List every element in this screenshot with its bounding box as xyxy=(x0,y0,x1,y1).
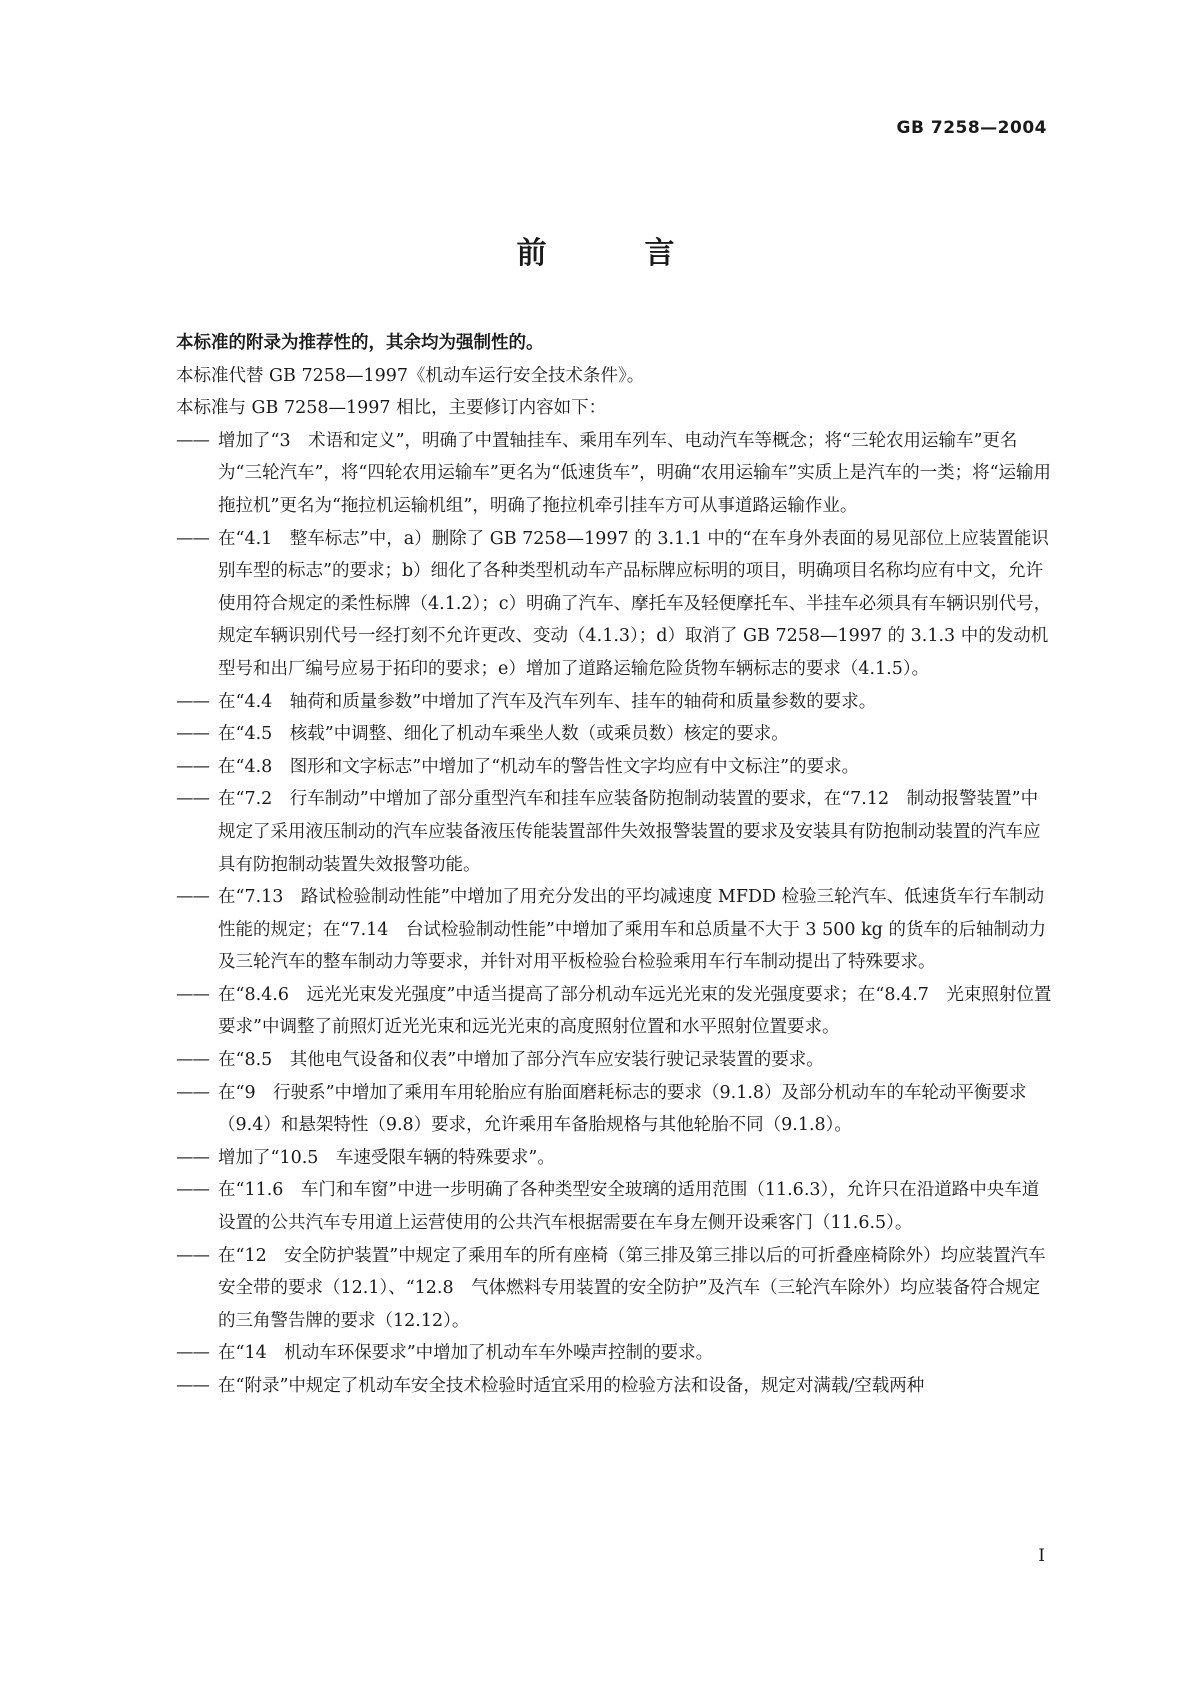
list-item-text: 在“4.1 整车标志”中，a）删除了 GB 7258—1997 的 3.1.1 中的“在车身外表面的易见部位上应装置能识别车型的标志”的要求；b）细化了各种类型机动车产品标牌应标明的项目，明确项目名称均应有中文，允许使用符合规定的柔性标牌（4.1.2）；c）明确了汽车、摩托车及轻便摩托车、半挂车必须具有车辆识别代号，规定车辆识别代号一经打刻不允许更改、变动（4.1.3）；d）取消了 GB 7258—1997 的 3.1.3 中的发动机型号和出厂编号应易于拓印的要求；e）增加了道路运输危险货物车辆标志的要求（4.1.5）。 xyxy=(218,528,1052,679)
list-item xyxy=(176,718,1052,751)
dash-bullet: —— xyxy=(176,430,209,451)
list-item-text: 在“8.4.6 远光光束发光强度”中适当提高了部分机动车远光光束的发光强度要求；在“8.4.7 光束照射位置要求”中调整了前照灯近光光束和远光光束的高度照射位置和水平照射位置要求。 xyxy=(218,984,1052,1038)
dash-bullet: —— xyxy=(176,887,209,908)
list-item xyxy=(176,1174,1052,1239)
dash-bullet: —— xyxy=(176,528,209,549)
page-title: 前 言 xyxy=(516,236,709,271)
list-item-text: 在“7.13 路试检验制动性能”中增加了用充分发出的平均减速度 MFDD 检验三轮汽车、低速货车行车制动性能的规定；在“7.14 台试检验制动性能”中增加了乘用车和总质量不大于 3 500 kg 的货车的后轴制动力及三轮汽车的整车制动力等要求，并针对用平板检验台检验乘用车行车制动提出了特殊要求。 xyxy=(218,887,1046,973)
list-item xyxy=(176,783,1052,881)
dash-bullet: —— xyxy=(176,789,209,810)
list-item xyxy=(176,523,1052,686)
list-item xyxy=(176,979,1052,1044)
dash-bullet: —— xyxy=(176,1050,209,1071)
list-item-text: 在“12 安全防护装置”中规定了乘用车的所有座椅（第三排及第三排以后的可折叠座椅除外）均应装置汽车安全带的要求（12.1）、“12.8 气体燃料专用装置的安全防护”及汽车（三轮汽车除外）均应装备符合规定的三角警告牌的要求（12.12）。 xyxy=(218,1245,1046,1331)
list-item-text: 增加了“10.5 车速受限车辆的特殊要求”。 xyxy=(218,1147,555,1168)
list-item xyxy=(176,1337,1052,1370)
page-number: I xyxy=(1038,1546,1045,1566)
list-item xyxy=(176,425,1052,523)
dash-bullet: —— xyxy=(176,1376,209,1396)
dash-bullet: —— xyxy=(176,1082,209,1103)
dash-bullet: —— xyxy=(176,691,209,712)
list-item xyxy=(176,1077,1052,1142)
list-item-text: 在“8.5 其他电气设备和仪表”中增加了部分汽车应安装行驶记录装置的要求。 xyxy=(218,1050,824,1071)
list-item xyxy=(176,881,1052,979)
list-item xyxy=(176,1240,1052,1338)
document-body xyxy=(176,327,1052,1403)
list-item-text: 增加了“3 术语和定义”，明确了中置轴挂车、乘用车列车、电动汽车等概念；将“三轮农用运输车”更名为“三轮汽车”，将“四轮农用运输车”更名为“低速货车”，明确“农用运输车”实质上是汽车的一类；将“运输用拖拉机”更名为“拖拉机运输机组”，明确了拖拉机牵引挂车方可从事道路运输作业。 xyxy=(218,430,1052,516)
revision-intro: 本标准与 GB 7258—1997 相比，主要修订内容如下： xyxy=(176,398,607,419)
standard-code: GB 7258—2004 xyxy=(896,118,1047,138)
list-item-text: 在“4.8 图形和文字标志”中增加了“机动车的警告性文字均应有中文标注”的要求。 xyxy=(218,756,860,777)
dash-bullet: —— xyxy=(176,1180,209,1201)
list-item-text: 在“4.4 轴荷和质量参数”中增加了汽车及汽车列车、挂车的轴荷和质量参数的要求。 xyxy=(218,691,877,712)
dash-bullet: —— xyxy=(176,1147,209,1168)
list-item xyxy=(176,1370,1052,1403)
list-item-text: 在“7.2 行车制动”中增加了部分重型汽车和挂车应装备防抱制动装置的要求，在“7.12 制动报警装置”中规定了采用液压制动的汽车应装备液压传能装置部件失效报警装置的要求及安装具有防抱制动装置的汽车应具有防抱制动装置失效报警功能。 xyxy=(218,789,1041,875)
dash-bullet: —— xyxy=(176,1245,209,1266)
dash-bullet: —— xyxy=(176,1343,209,1364)
dash-bullet: —— xyxy=(176,984,209,1005)
scope-statement: 本标准的附录为推荐性的，其余均为强制性的。 xyxy=(176,333,544,353)
list-item xyxy=(176,751,1052,784)
replacement-statement: 本标准代替 GB 7258—1997《机动车运行安全技术条件》。 xyxy=(176,365,645,386)
list-item-text: 在“11.6 车门和车窗”中进一步明确了各种类型安全玻璃的适用范围（11.6.3），允许只在沿道路中央车道设置的公共汽车专用道上运营使用的公共汽车根据需要在车身左侧开设乘客门（11.6.5）。 xyxy=(218,1180,1040,1234)
list-item-text: 在“14 机动车环保要求”中增加了机动车车外噪声控制的要求。 xyxy=(218,1343,714,1364)
list-item xyxy=(176,1142,1052,1175)
list-item-text: 在“9 行驶系”中增加了乘用车用轮胎应有胎面磨耗标志的要求（9.1.8）及部分机动车的车轮动平衡要求（9.4）和悬架特性（9.8）要求，允许乘用车备胎规格与其他轮胎不同（9.1.8）。 xyxy=(218,1082,1027,1136)
dash-bullet: —— xyxy=(176,724,209,745)
list-item-text: 在“附录”中规定了机动车安全技术检验时适宜采用的检验方法和设备，规定对满载/空载两种 xyxy=(218,1376,925,1396)
list-item xyxy=(176,1044,1052,1077)
dash-bullet: —— xyxy=(176,756,209,777)
list-item-text: 在“4.5 核载”中调整、细化了机动车乘坐人数（或乘员数）核定的要求。 xyxy=(218,724,789,745)
list-item xyxy=(176,686,1052,719)
